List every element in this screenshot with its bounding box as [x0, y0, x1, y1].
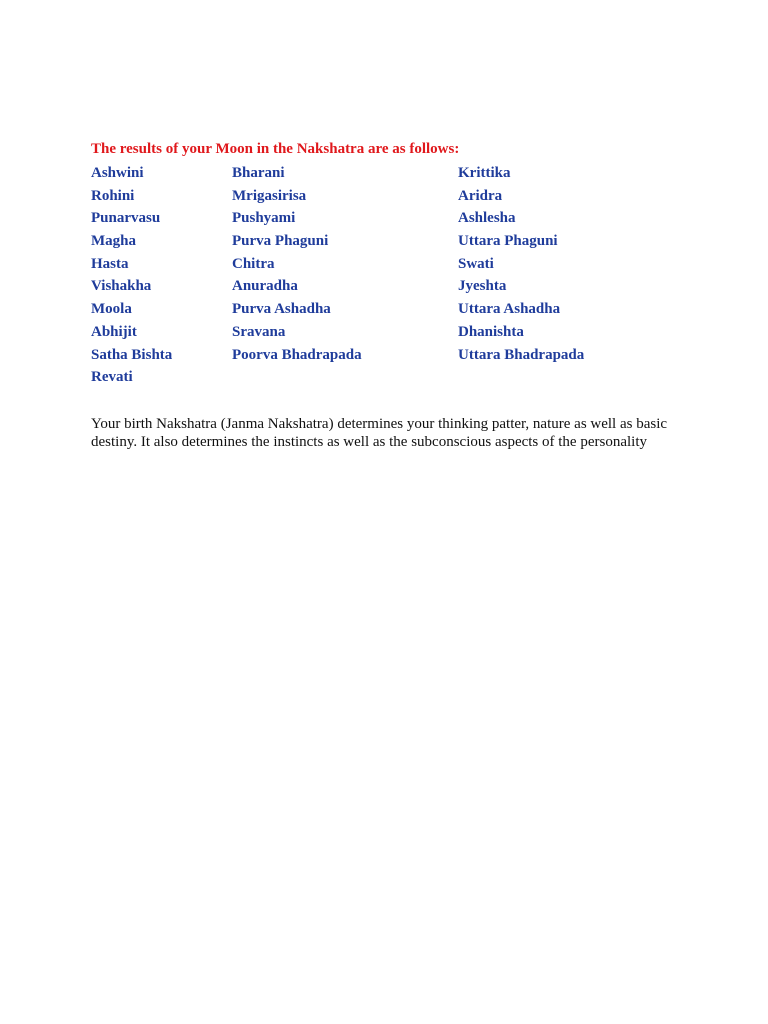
section-heading: The results of your Moon in the Nakshatra are as follows:	[91, 141, 460, 157]
nakshatra-link-jyeshta[interactable]: Jyeshta	[458, 278, 507, 295]
nakshatra-link-anuradha[interactable]: Anuradha	[232, 278, 298, 295]
nakshatra-link-revati[interactable]: Revati	[91, 369, 133, 386]
nakshatra-link-sravana[interactable]: Sravana	[232, 323, 286, 340]
nakshatra-link-swati[interactable]: Swati	[458, 255, 494, 272]
nakshatra-grid	[91, 164, 691, 391]
nakshatra-link-uttara-phaguni[interactable]: Uttara Phaguni	[458, 233, 558, 250]
nakshatra-row	[91, 232, 691, 255]
nakshatra-link-ashwini[interactable]: Ashwini	[91, 165, 144, 181]
nakshatra-link-dhanishta[interactable]: Dhanishta	[458, 323, 524, 340]
nakshatra-link-vishakha[interactable]: Vishakha	[91, 278, 152, 295]
nakshatra-link-satha-bishta[interactable]: Satha Bishta	[91, 346, 173, 363]
nakshatra-link-poorva-bhadrapada[interactable]: Poorva Bhadrapada	[232, 346, 362, 363]
nakshatra-row	[91, 164, 691, 187]
nakshatra-link-punarvasu[interactable]: Punarvasu	[91, 210, 161, 227]
nakshatra-row	[91, 209, 691, 232]
description-paragraph: Your birth Nakshatra (Janma Nakshatra) determines your thinking patter, nature as well as basic destiny. It also determines the instincts as well as the subconscious aspects of the personality	[91, 416, 668, 450]
nakshatra-row	[91, 187, 691, 210]
nakshatra-link-ashlesha[interactable]: Ashlesha	[458, 210, 516, 227]
nakshatra-link-chitra[interactable]: Chitra	[232, 255, 275, 272]
nakshatra-link-mrigasirisa[interactable]: Mrigasirisa	[232, 187, 307, 204]
nakshatra-link-purva-phaguni[interactable]: Purva Phaguni	[232, 233, 329, 250]
nakshatra-link-pushyami[interactable]: Pushyami	[232, 210, 296, 227]
nakshatra-row	[91, 368, 691, 391]
nakshatra-link-moola[interactable]: Moola	[91, 301, 132, 318]
nakshatra-link-krittika[interactable]: Krittika	[458, 165, 511, 181]
nakshatra-link-magha[interactable]: Magha	[91, 233, 136, 250]
nakshatra-row	[91, 255, 691, 278]
nakshatra-link-abhijit[interactable]: Abhijit	[91, 323, 137, 340]
nakshatra-link-uttara-bhadrapada[interactable]: Uttara Bhadrapada	[458, 346, 585, 363]
nakshatra-link-uttara-ashadha[interactable]: Uttara Ashadha	[458, 301, 561, 318]
nakshatra-link-purva-ashadha[interactable]: Purva Ashadha	[232, 301, 331, 318]
nakshatra-row	[91, 277, 691, 300]
nakshatra-link-rohini[interactable]: Rohini	[91, 187, 135, 204]
nakshatra-link-bharani[interactable]: Bharani	[232, 165, 285, 181]
nakshatra-row	[91, 300, 691, 323]
nakshatra-link-hasta[interactable]: Hasta	[91, 255, 129, 272]
nakshatra-row	[91, 323, 691, 346]
nakshatra-row	[91, 346, 691, 369]
nakshatra-link-aridra[interactable]: Aridra	[458, 187, 503, 204]
